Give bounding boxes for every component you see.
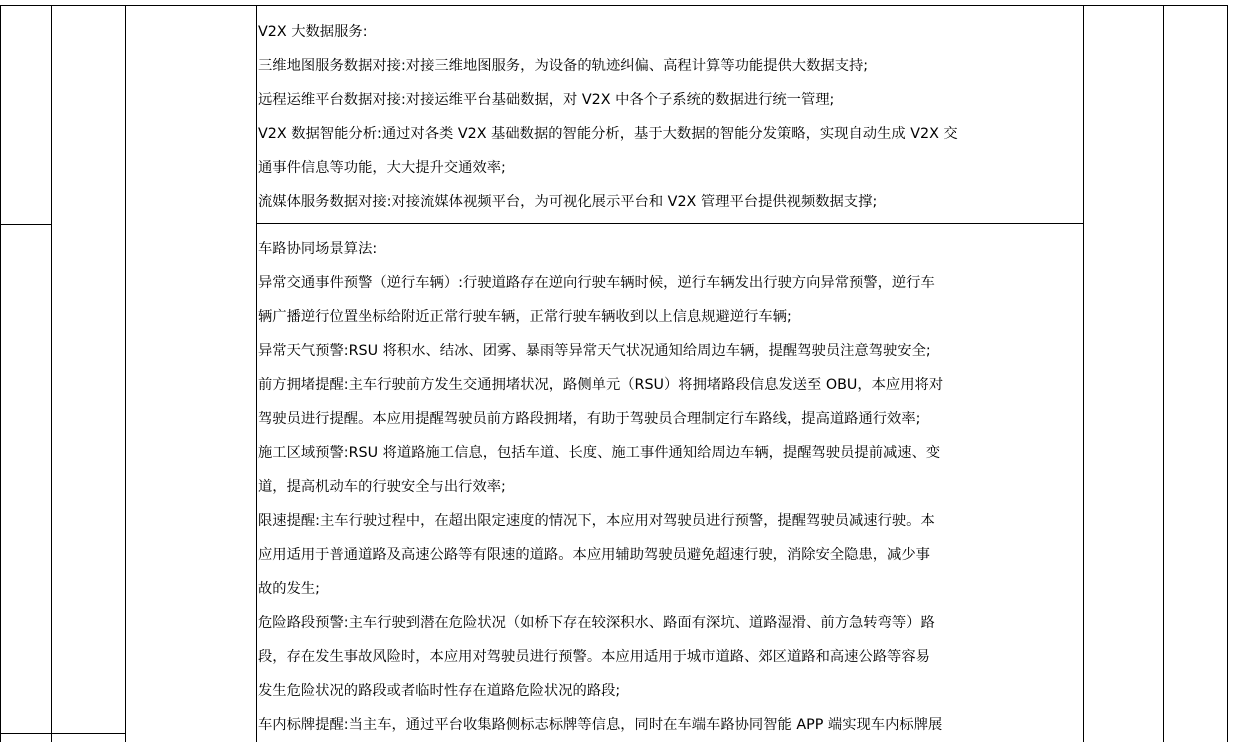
paragraph-line: 应用适用于普通道路及高速公路等有限速的道路。本应用辅助驾驶员避免超速行驶，消除安全隐患，减少事 <box>258 547 930 563</box>
paragraph-line: 道，提高机动车的行驶安全与出行效率; <box>258 479 506 495</box>
section-heading: V2X 大数据服务: <box>258 24 368 40</box>
col-divider-1 <box>51 5 52 742</box>
cell-v2x-algorithms <box>258 232 1082 742</box>
paragraph-line: 异常交通事件预警（逆行车辆）:行驶道路存在逆向行驶车辆时候，逆行车辆发出行驶方向异常预警，逆行车 <box>258 275 935 291</box>
paragraph-line: 段，存在发生事故风险时，本应用对驾驶员进行预警。本应用适用于城市道路、郊区道路和高速公路等容易 <box>258 649 930 665</box>
cell-v2x-big-data <box>258 15 1082 219</box>
col-divider-4 <box>1083 5 1084 742</box>
col1-bottom-border <box>0 733 126 734</box>
paragraph-line: V2X 数据智能分析:通过对各类 V2X 基础数据的智能分析，基于大数据的智能分发策略，实现自动生成 V2X 交 <box>258 126 958 142</box>
table-top-border <box>0 5 1228 6</box>
section-heading: 车路协同场景算法: <box>258 241 378 257</box>
paragraph-line: 限速提醒:主车行驶过程中，在超出限定速度的情况下，本应用对驾驶员进行预警，提醒驾驶员减速行驶。本 <box>258 513 935 529</box>
col-divider-3 <box>256 5 257 742</box>
col-divider-5 <box>1163 5 1164 742</box>
paragraph-line: 辆广播逆行位置坐标给附近正常行驶车辆，正常行驶车辆收到以上信息规避逆行车辆; <box>258 309 792 325</box>
col-divider-2 <box>125 5 126 742</box>
col1-row-divider <box>0 224 52 225</box>
table-left-border <box>0 5 1 742</box>
paragraph-line: 远程运维平台数据对接:对接运维平台基础数据，对 V2X 中各个子系统的数据进行统一管理; <box>258 92 835 108</box>
table-right-border <box>1227 5 1228 742</box>
paragraph-line: 车内标牌提醒:当主车，通过平台收集路侧标志标牌等信息，同时在车端车路协同智能 APP 端实现车内标牌展 <box>258 717 943 733</box>
paragraph-line: 危险路段预警:主车行驶到潜在危险状况（如桥下存在较深积水、路面有深坑、道路湿滑、前方急转弯等）路 <box>258 615 935 631</box>
paragraph-line: 流媒体服务数据对接:对接流媒体视频平台，为可视化展示平台和 V2X 管理平台提供视频数据支撑; <box>258 194 878 210</box>
paragraph-line: 发生危险状况的路段或者临时性存在道路危险状况的路段; <box>258 683 621 699</box>
paragraph-line: 前方拥堵提醒:主车行驶前方发生交通拥堵状况，路侧单元（RSU）将拥堵路段信息发送至 OBU，本应用将对 <box>258 377 944 393</box>
paragraph-line: 驾驶员进行提醒。本应用提醒驾驶员前方路段拥堵，有助于驾驶员合理制定行车路线，提高道路通行效率; <box>258 411 921 427</box>
paragraph-line: 施工区域预警:RSU 将道路施工信息，包括车道、长度、施工事件通知给周边车辆，提醒驾驶员提前减速、变 <box>258 445 941 461</box>
main-row-divider <box>256 223 1084 224</box>
paragraph-line: 三维地图服务数据对接:对接三维地图服务，为设备的轨迹纠偏、高程计算等功能提供大数据支持; <box>258 58 869 74</box>
paragraph-line: 异常天气预警:RSU 将积水、结冰、团雾、暴雨等异常天气状况通知给周边车辆，提醒驾驶员注意驾驶安全; <box>258 343 931 359</box>
paragraph-line: 故的发生; <box>258 581 321 597</box>
paragraph-line: 通事件信息等功能，大大提升交通效率; <box>258 160 506 176</box>
